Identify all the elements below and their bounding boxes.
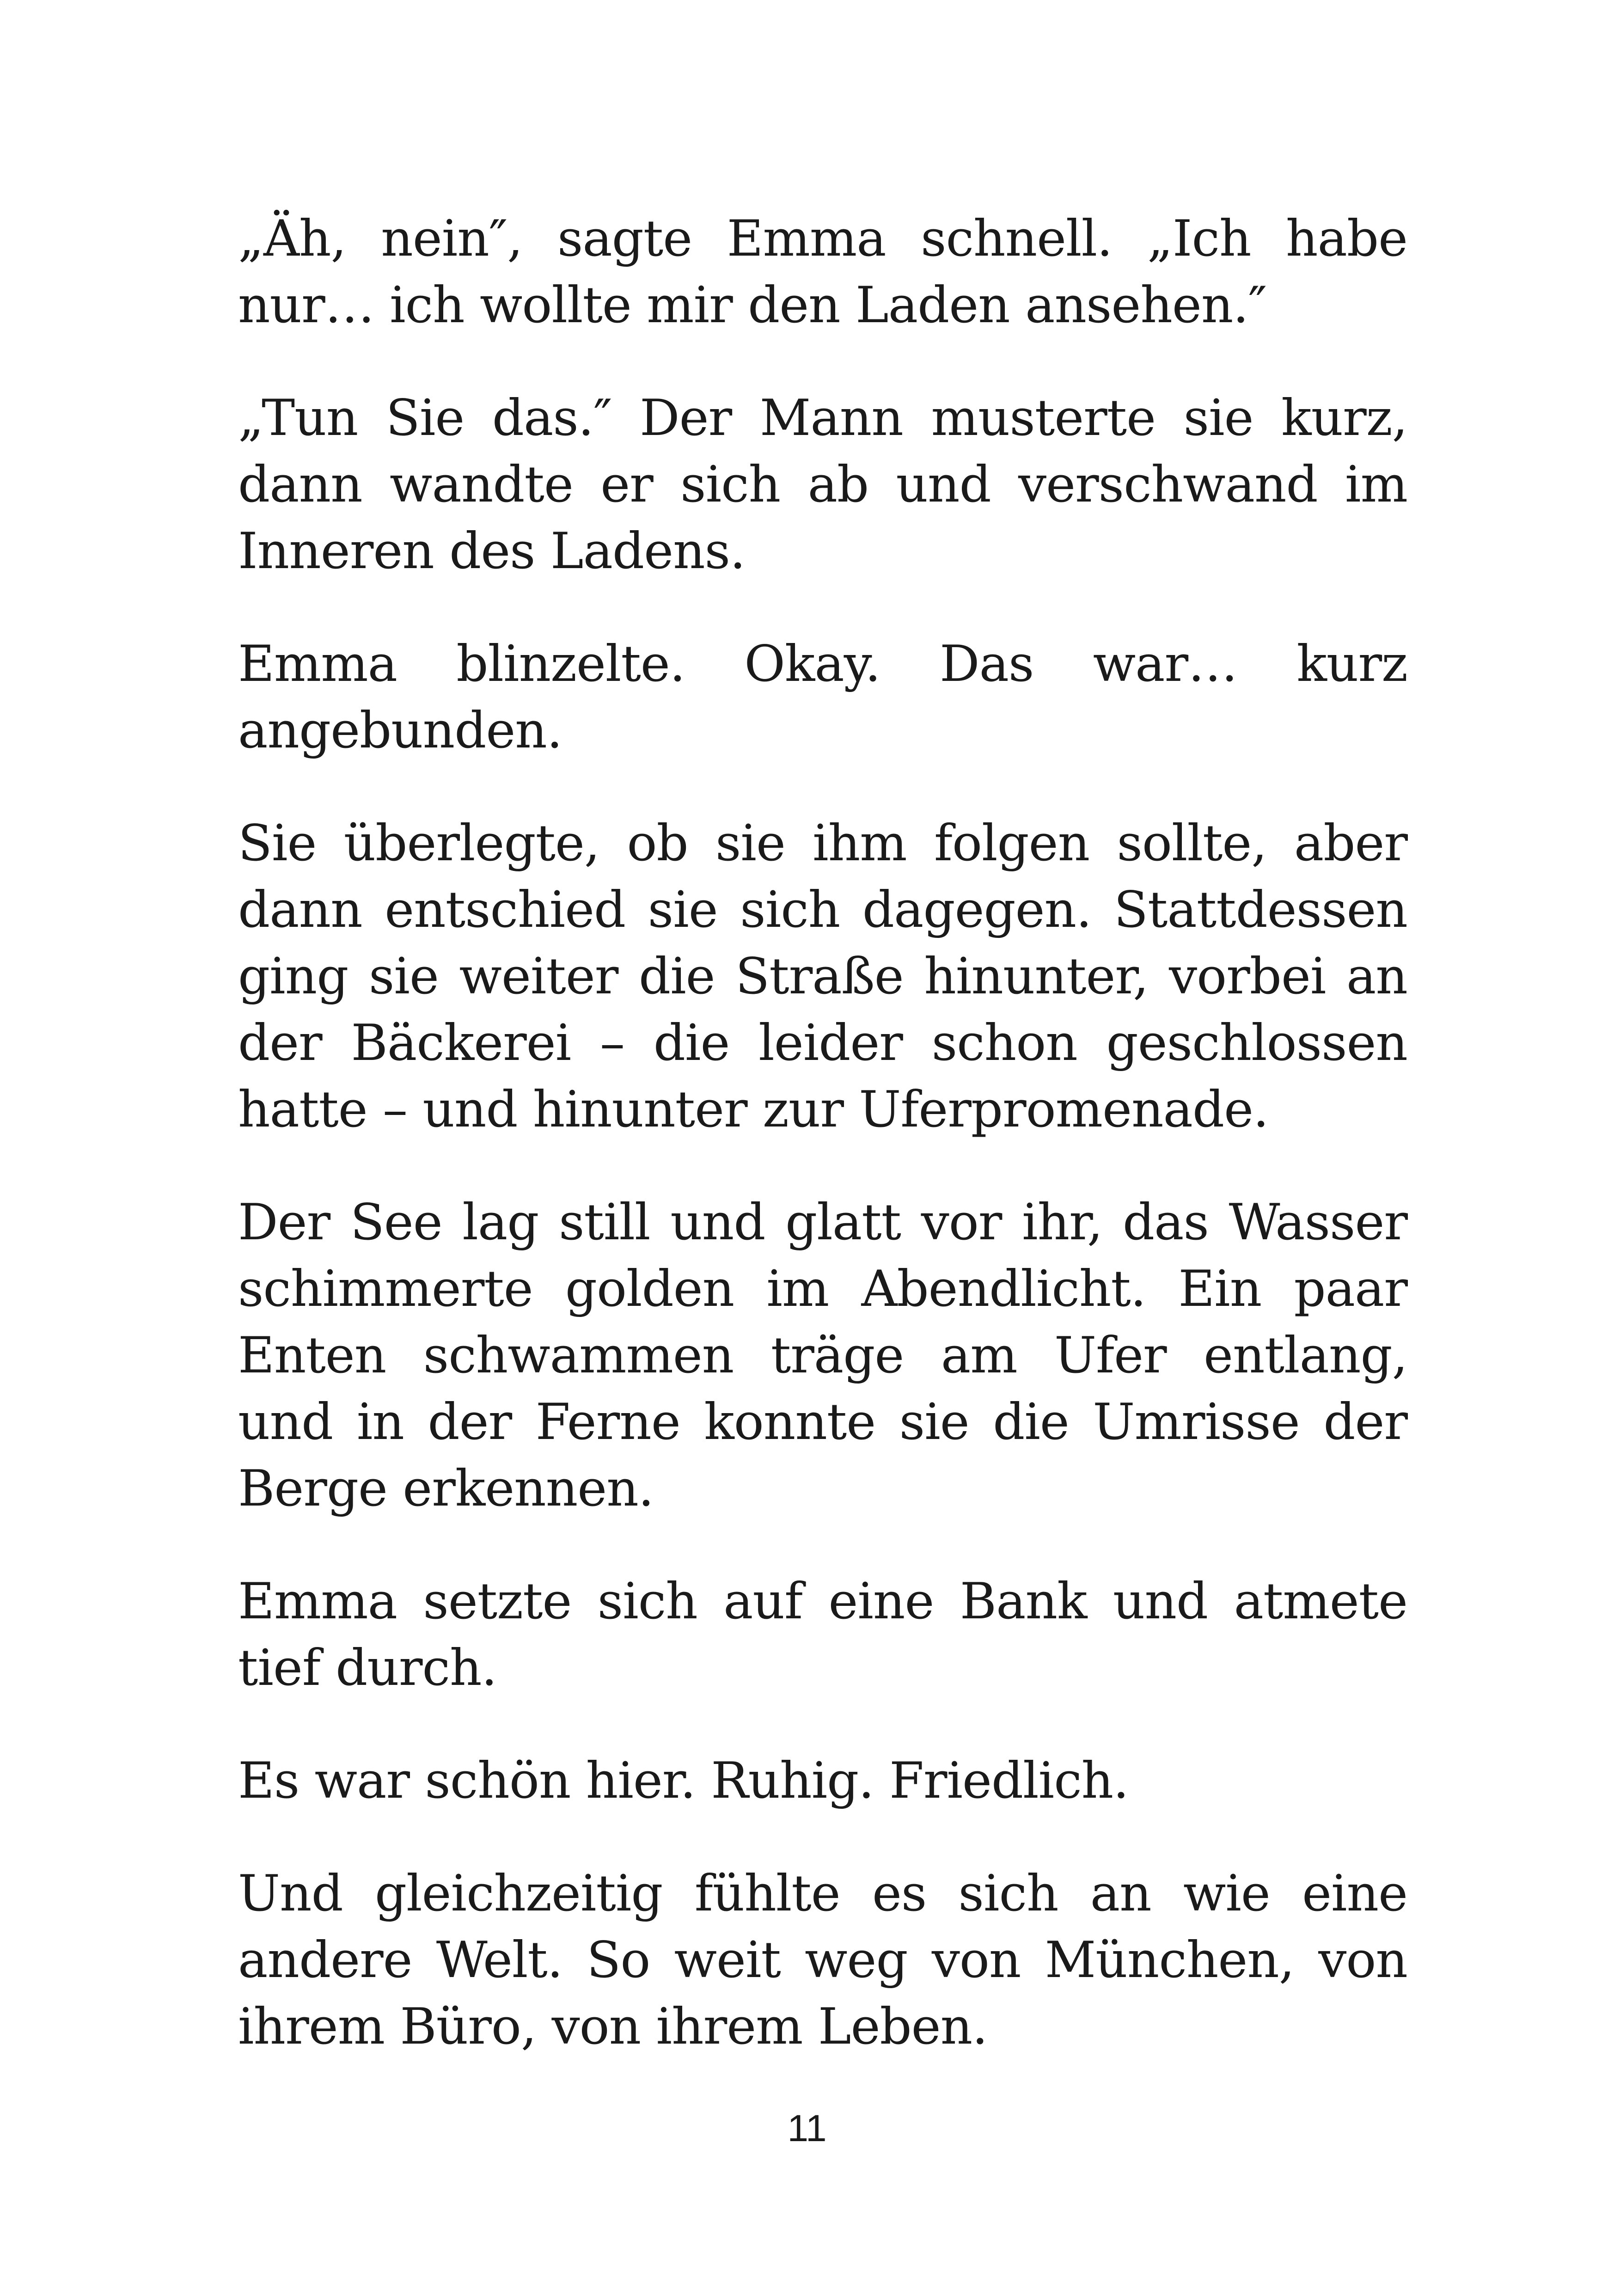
page-number: 11 [787,2107,827,2149]
paragraph-5: Der See lag still und glatt vor ihr, das Wasser schimmerte golden im Abendlicht. Ein paar Enten schwammen träge am Ufer entlang, und in der Ferne konnte sie die Umrisse der Berge erkennen. [238,1194,1407,1518]
paragraph-2: „Tun Sie das.″ Der Mann musterte sie kurz, dann wandte er sich ab und verschwand im Inneren des Ladens. [238,389,1407,580]
body-text [238,206,1407,2060]
paragraph-7: Es war schön hier. Ruhig. Friedlich. [238,1752,1129,1810]
paragraph-4: Sie überlegte, ob sie ihm folgen sollte, aber dann entschied sie sich dagegen. Stattdessen ging sie weiter die Straße hinunter, vorbei an der Bäckerei – die leider schon geschlossen hatte – und hinunter zur Uferpromenade. [238,814,1407,1139]
paragraph-8: Und gleichzeitig fühlte es sich an wie eine andere Welt. So weit weg von München, von ihrem Büro, von ihrem Leben. [238,1865,1407,2056]
paragraph-6: Emma setzte sich auf eine Bank und atmete tief durch. [238,1573,1407,1697]
paragraph-3: Emma blinzelte. Okay. Das war… kurz angebunden. [238,635,1407,759]
paragraph-1: „Äh, nein″, sagte Emma schnell. „Ich habe nur… ich wollte mir den Laden ansehen.″ [238,210,1407,334]
